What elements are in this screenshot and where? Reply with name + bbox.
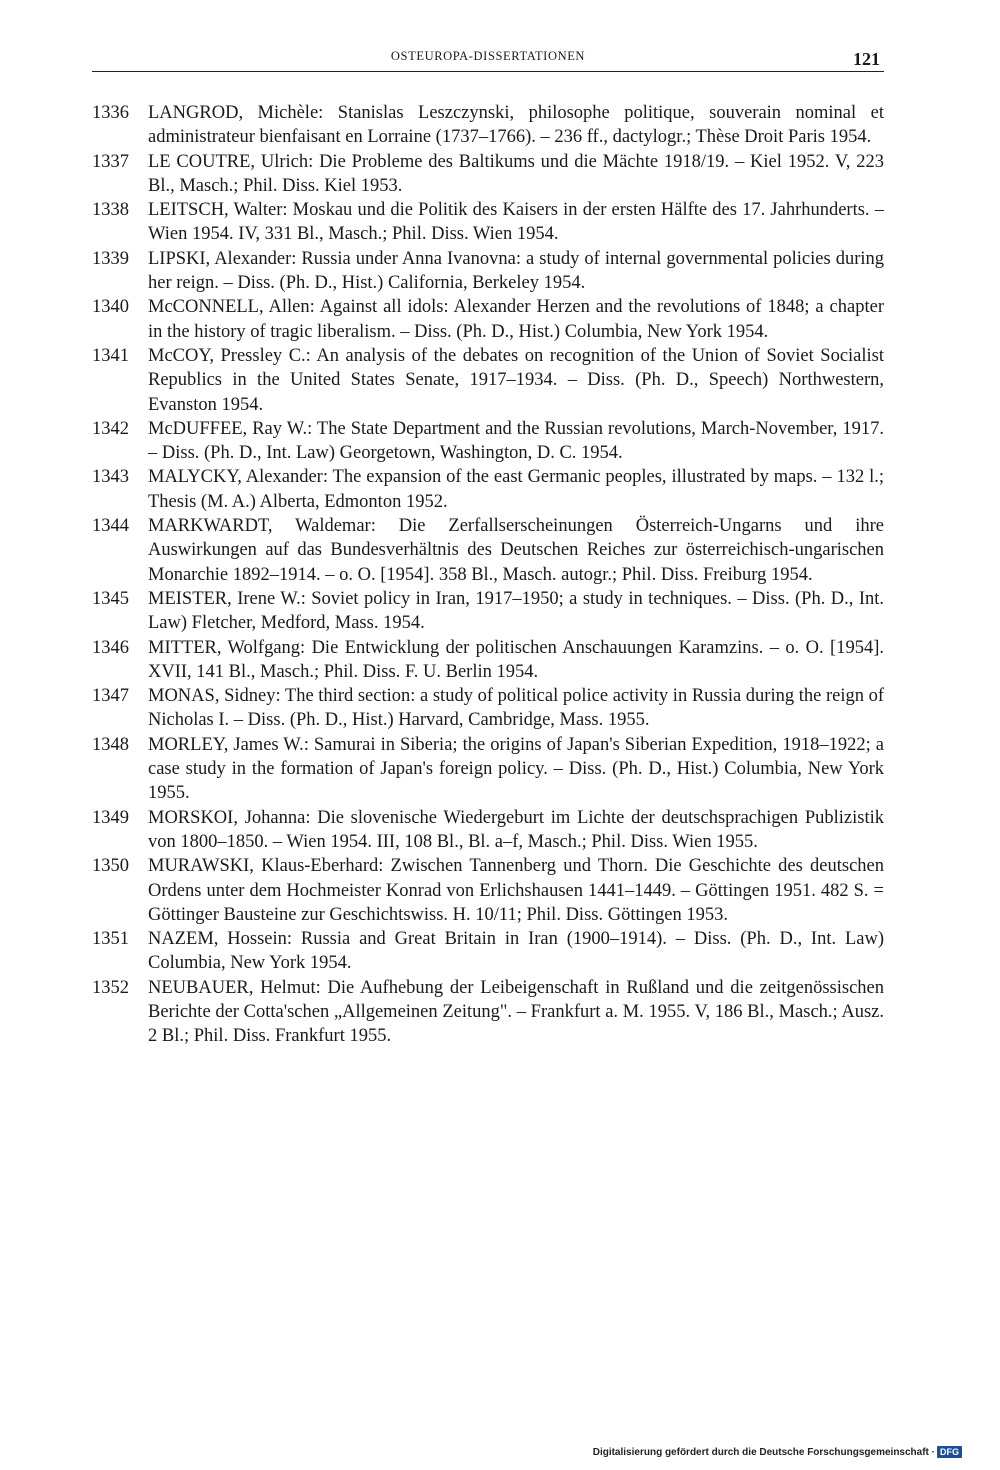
bibliography-entry: [92, 344, 884, 417]
entry-text: LIPSKI, Alexander: Russia under Anna Ivanovna: a study of internal governmental policies during her reign. – Diss. (Ph. D., Hist.) California, Berkeley 1954.: [148, 248, 884, 294]
entry-text: MORLEY, James W.: Samurai in Siberia; the origins of Japan's Siberian Expedition, 1918–1922; a case study in the formation of Japan's foreign policy. – Diss. (Ph. D., Hist.) Columbia, New York 1955.: [148, 734, 884, 804]
entry-number: 1336: [92, 103, 129, 123]
entry-number: 1343: [92, 467, 129, 488]
entry-text: LEITSCH, Walter: Moskau und die Politik des Kaisers in der ersten Hälfte des 17. Jahrhunderts. – Wien 1954. IV, 331 Bl., Masch.; Phil. Diss. Wien 1954.: [148, 200, 884, 245]
digitization-credit: [593, 1446, 962, 1458]
bibliography-entry: [92, 465, 884, 514]
entry-text: McDUFFEE, Ray W.: The State Department and the Russian revolutions, March-November, 1917. – Diss. (Ph. D., Int. Law) Georgetown, Washington, D. C. 1954.: [148, 418, 884, 464]
entry-text: MONAS, Sidney: The third section: a study of political police activity in Russia during the reign of Nicholas I. – Diss. (Ph. D., Hist.) Harvard, Cambridge, Mass. 1955.: [148, 686, 884, 731]
entry-text: McCOY, Pressley C.: An analysis of the debates on recognition of the Union of Soviet Socialist Republics in the United States Senate, 1917–1934. – Diss. (Ph. D., Speech) Northwestern, Evanston 1954.: [148, 345, 884, 415]
entry-text: MURAWSKI, Klaus-Eberhard: Zwischen Tannenberg und Thorn. Die Geschichte des deutschen Ordens unter dem Hochmeister Konrad von Erlichshausen 1441–1449. – Göttingen 1951. 482 S. = Göttinger Bausteine zur Geschichtswiss. H. 10/11; Phil. Diss. Göttingen 1953.: [148, 856, 884, 925]
bibliography-entry: [92, 417, 884, 466]
header-rule: [92, 71, 884, 72]
bibliography-entry: [92, 587, 884, 636]
entry-number: 1350: [92, 856, 129, 877]
page-header: [92, 46, 884, 74]
bibliography-entry: [92, 247, 884, 296]
entry-text: LE COUTRE, Ulrich: Die Probleme des Baltikums und die Mächte 1918/19. – Kiel 1952. V, 223 Bl., Masch.; Phil. Diss. Kiel 1953.: [148, 151, 884, 196]
bibliography-entry: [92, 150, 884, 199]
running-title: OSTEUROPA-DISSERTATIONEN: [390, 49, 586, 63]
entry-number: 1337: [92, 151, 129, 172]
entry-text: MALYCKY, Alexander: The expansion of the east Germanic peoples, illustrated by maps. – 132 l.; Thesis (M. A.) Alberta, Edmonton 1952.: [148, 467, 884, 512]
entry-number: 1338: [92, 200, 129, 221]
bibliography-entry: [92, 806, 884, 855]
bibliography-entry: [92, 684, 884, 733]
entry-text: MITTER, Wolfgang: Die Entwicklung der politischen Anschauungen Karamzins. – o. O. [1954]. XVII, 141 Bl., Masch.; Phil. Diss. F. U. Berlin 1954.: [148, 637, 884, 682]
entry-number: 1339: [92, 248, 129, 269]
entry-number: 1347: [92, 686, 129, 707]
entry-number: 1346: [92, 637, 129, 658]
entry-text: McCONNELL, Allen: Against all idols: Alexander Herzen and the revolutions of 1848; a chapter in the history of tragic liberalism. – Diss. (Ph. D., Hist.) Columbia, New York 1954.: [148, 297, 884, 342]
bibliography-entry: [92, 514, 884, 587]
bibliography-entry: [92, 636, 884, 685]
bibliography-entry: [92, 733, 884, 806]
credit-text: Digitalisierung gefördert durch die Deutsche Forschungsgemeinschaft ·: [592, 1446, 935, 1458]
entry-number: 1345: [92, 588, 129, 609]
bibliography-entry: [92, 854, 884, 927]
bibliography-entry: [92, 198, 884, 247]
entry-text: MORSKOI, Johanna: Die slovenische Wiedergeburt im Lichte der deutschsprachigen Publizistik von 1800–1850. – Wien 1954. III, 108 Bl., Bl. a–f, Masch.; Phil. Diss. Wien 1955.: [148, 807, 884, 852]
bibliography-entry: [92, 976, 884, 1049]
bibliography-entry: [92, 101, 884, 150]
bibliography-entry: [92, 295, 884, 344]
entry-number: 1348: [92, 734, 129, 755]
entry-text: MEISTER, Irene W.: Soviet policy in Iran, 1917–1950; a study in techniques. – Diss. (Ph. D., Int. Law) Fletcher, Medford, Mass. 1954.: [148, 588, 884, 634]
page-number: 121: [853, 49, 880, 69]
entry-text: NAZEM, Hossein: Russia and Great Britain in Iran (1900–1914). – Diss. (Ph. D., Int. Law) Columbia, New York 1954.: [148, 929, 884, 974]
entry-number: 1349: [92, 807, 129, 828]
bibliography-entry: [92, 927, 884, 976]
entry-text: LANGROD, Michèle: Stanislas Leszczynski, philosophe politique, souverain nominal et administrateur bienfaisant en Lorraine (1737–1766). – 236 ff., dactylogr.; Thèse Droit Paris 1954.: [148, 103, 884, 148]
bibliography-entries: [92, 101, 884, 1049]
entry-number: 1344: [92, 516, 129, 537]
dfg-logo: DFG: [937, 1446, 962, 1458]
entry-number: 1342: [92, 418, 129, 439]
entry-text: NEUBAUER, Helmut: Die Aufhebung der Leibeigenschaft in Rußland und die zeitgenössischen Berichte der Cotta'schen „Allgemeinen Zeitung". – Frankfurt a. M. 1955. V, 186 Bl., Masch.; Ausz. 2 Bl.; Phil. Diss. Frankfurt 1955.: [148, 977, 884, 1047]
entry-number: 1352: [92, 977, 129, 998]
entry-number: 1341: [92, 345, 129, 366]
entry-text: MARKWARDT, Waldemar: Die Zerfallserscheinungen Österreich-Ungarns und ihre Auswirkungen auf das Bundesverhältnis des Deutschen Reiches zur österreichisch-ungarischen Monarchie 1892–1914. – o. O. [1954]. 358 Bl., Masch. autogr.; Phil. Diss. Freiburg 1954.: [148, 516, 884, 585]
entry-number: 1351: [92, 929, 129, 950]
entry-number: 1340: [92, 297, 129, 318]
